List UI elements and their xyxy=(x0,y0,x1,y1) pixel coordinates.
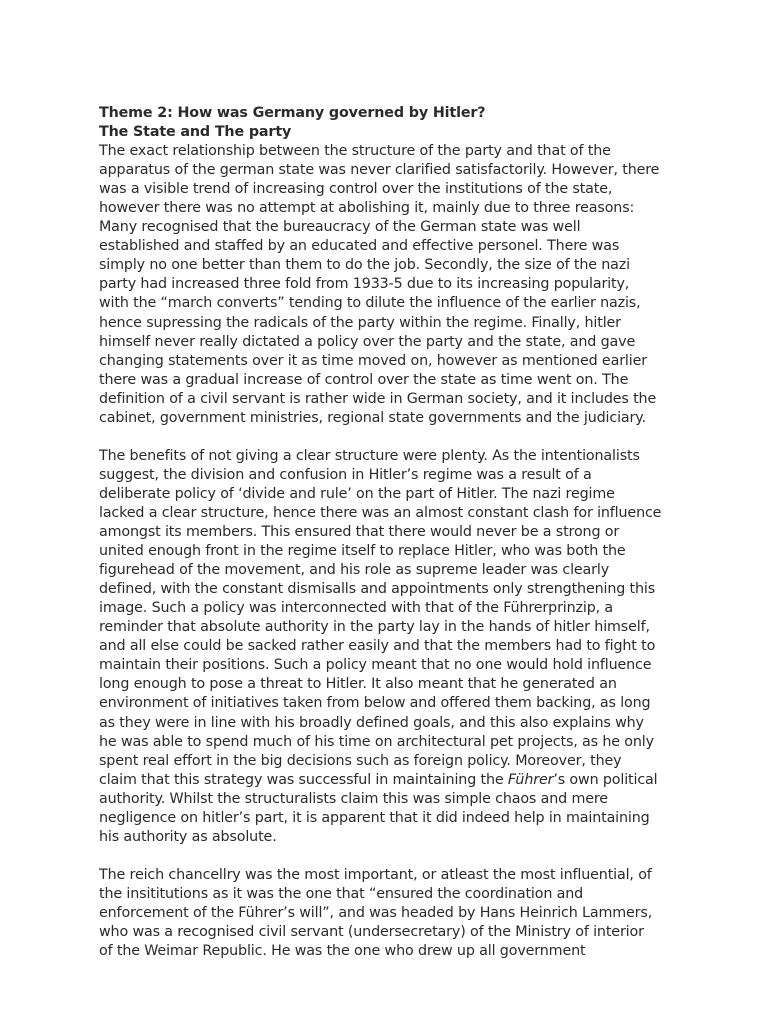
text-segment: claim that this strategy was successful in maintaining the xyxy=(99,771,508,788)
text-line: and all else could be sacked rather easily and that the members had to fight to xyxy=(99,638,656,655)
text-line: hence supressing the radicals of the party within the regime. Finally, hitler xyxy=(99,314,621,331)
text-line: environment of initiatives taken from below and offered them backing, as long xyxy=(99,695,651,712)
text-line: simply no one better than them to do the job. Secondly, the size of the nazi xyxy=(99,257,630,274)
text-line: suggest, the division and confusion in Hitler’s regime was a result of a xyxy=(99,466,592,483)
text-line: the insititutions as it was the one that “ensured the coordination and xyxy=(99,885,584,902)
text-line: reminder that absolute authority in the party lay in the hands of hitler himself, xyxy=(99,619,650,636)
text-line: Many recognised that the bureaucracy of the German state was well xyxy=(99,219,581,236)
text-line: with the “march converts” tending to dilute the influence of the earlier nazis, xyxy=(99,295,641,312)
text-line: The exact relationship between the structure of the party and that of the xyxy=(99,143,611,160)
text-line: cabinet, government ministries, regional state governments and the judiciary. xyxy=(99,409,646,426)
text-line: figurehead of the movement, and his role as supreme leader was clearly xyxy=(99,562,610,579)
paragraph-2 xyxy=(99,447,679,771)
text-segment: ’s own political xyxy=(553,771,658,788)
text-line: his authority as absolute. xyxy=(99,828,277,845)
text-line: spent real effort in the big decisions such as foreign policy. Moreover, they xyxy=(99,752,622,769)
text-line: as they were in line with his broadly defined goals, and this also explains why xyxy=(99,714,644,731)
text-line: united enough front in the regime itself to replace Hitler, who was both the xyxy=(99,543,626,560)
paragraph-1 xyxy=(99,142,679,428)
text-line: The reich chancellry was the most important, or atleast the most influential, of xyxy=(99,866,652,883)
text-line: lacked a clear structure, hence there was an almost constant clash for influence xyxy=(99,504,662,521)
text-line: changing statements over it as time moved on, however as mentioned earlier xyxy=(99,352,647,369)
text-line: authority. Whilst the structuralists claim this was simple chaos and mere xyxy=(99,790,608,807)
text-line: there was a gradual increase of control over the state as time went on. The xyxy=(99,371,629,388)
text-line: himself never really dictated a policy over the party and the state, and gave xyxy=(99,333,636,350)
italic-text: Führer xyxy=(507,771,554,788)
text-line: image. Such a policy was interconnected with that of the Führerprinzip, a xyxy=(99,600,614,617)
text-line: however there was no attempt at abolishing it, mainly due to three reasons: xyxy=(99,200,635,217)
text-line: deliberate policy of ‘divide and rule’ on the part of Hitler. The nazi regime xyxy=(99,485,615,502)
text-line: he was able to spend much of his time on architectural pet projects, as he only xyxy=(99,733,654,750)
document-page xyxy=(99,104,679,961)
paragraph-2-italic-line xyxy=(99,771,679,790)
document-subtitle: The State and The party xyxy=(99,124,292,141)
text-line: of the Weimar Republic. He was the one who drew up all government xyxy=(99,943,586,960)
paragraph-gap xyxy=(99,847,679,866)
document-title: Theme 2: How was Germany governed by Hitler? xyxy=(99,105,486,121)
text-line: enforcement of the Führer’s will”, and was headed by Hans Heinrich Lammers, xyxy=(99,904,653,921)
text-line: established and staffed by an educated and effective personel. There was xyxy=(99,238,620,255)
text-line: maintain their positions. Such a policy meant that no one would hold influence xyxy=(99,657,652,674)
paragraph-2-tail xyxy=(99,790,679,847)
text-line: apparatus of the german state was never clarified satisfactorily. However, there xyxy=(99,162,660,179)
text-line: definition of a civil servant is rather wide in German society, and it includes the xyxy=(99,390,657,407)
text-line: long enough to pose a threat to Hitler. It also meant that he generated an xyxy=(99,676,617,693)
text-line: defined, with the constant dismisalls and appointments only strengthening this xyxy=(99,581,656,598)
text-line: negligence on hitler’s part, it is apparent that it did indeed help in maintaining xyxy=(99,809,650,826)
text-line: party had increased three fold from 1933-5 due to its increasing popularity, xyxy=(99,276,630,293)
text-line: who was a recognised civil servant (undersecretary) of the Ministry of interior xyxy=(99,924,644,941)
paragraph-3 xyxy=(99,866,679,961)
text-line: was a visible trend of increasing control over the institutions of the state, xyxy=(99,181,613,198)
text-line: amongst its members. This ensured that there would never be a strong or xyxy=(99,524,620,541)
paragraph-gap xyxy=(99,428,679,447)
text-line: The benefits of not giving a clear structure were plenty. As the intentionalists xyxy=(99,447,640,464)
